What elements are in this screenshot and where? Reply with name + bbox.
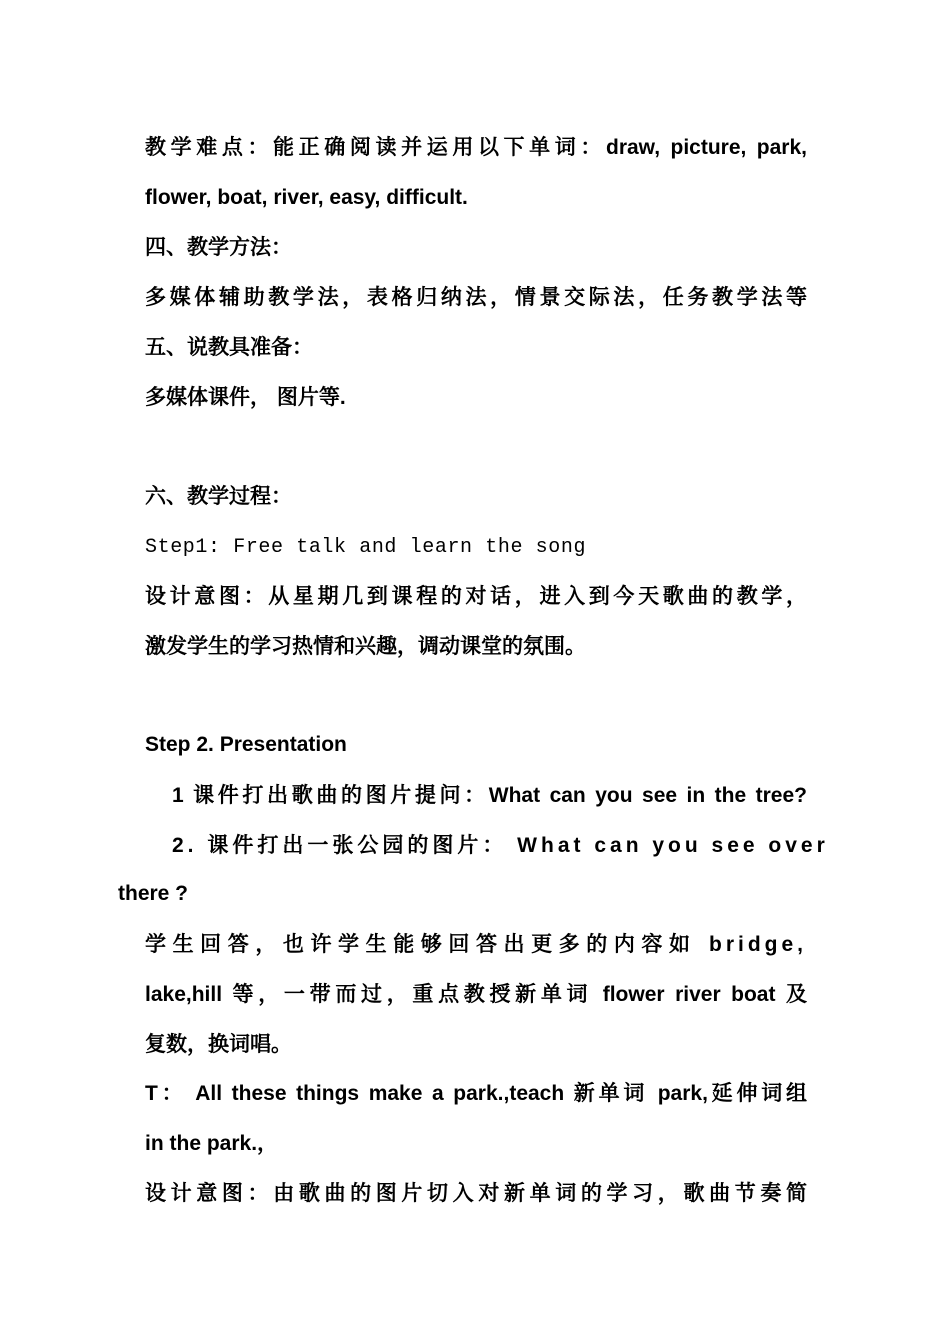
heading-teaching-aids: 五、说教具准备：: [145, 336, 313, 359]
heading-teaching-process: 六、教学过程：: [145, 485, 292, 508]
step1-title: Step1: Free talk and learn the song: [145, 536, 587, 559]
text-line-answer-1: 学生回答，也许学生能够回答出更多的内容如 bridge,: [145, 933, 807, 956]
text-line-aids: 多媒体课件， 图片等.: [145, 386, 346, 409]
text-line-answer-2: lake,hill 等，一带而过，重点教授新单词 flower river boat 及: [145, 983, 807, 1006]
text-line-methods: 多媒体辅助教学法，表格归纳法，情景交际法，任务教学法等: [145, 286, 807, 309]
text-line-difficulties: 教学难点：能正确阅读并运用以下单词：draw, picture, park,: [145, 136, 807, 159]
text-line-presentation-1: 1 课件打出歌曲的图片提问：What can you see in the tree?: [172, 784, 807, 807]
text-line-teacher-cont: in the park.，: [145, 1132, 279, 1155]
text-line-design-intent-2: 激发学生的学习热情和兴趣，调动课堂的氛围。: [145, 635, 586, 658]
heading-teaching-methods: 四、教学方法：: [145, 236, 292, 259]
text-line-design-intent-3: 设计意图：由歌曲的图片切入对新单词的学习，歌曲节奏简: [145, 1182, 807, 1205]
text-line-answer-3: 复数，换词唱。: [145, 1033, 292, 1056]
text-line-presentation-2-cont: there ?: [118, 882, 189, 905]
text-line-design-intent-1: 设计意图：从星期几到课程的对话，进入到今天歌曲的教学，: [145, 585, 807, 608]
text-line-presentation-2: 2. 课件打出一张公园的图片： What can you see over: [172, 834, 829, 857]
step2-title: Step 2. Presentation: [145, 733, 347, 756]
text-line-teacher: T： All these things make a park.,teach 新单词 park,延伸词组: [145, 1082, 807, 1105]
text-line-word-list: flower, boat, river, easy, difficult.: [145, 186, 468, 209]
